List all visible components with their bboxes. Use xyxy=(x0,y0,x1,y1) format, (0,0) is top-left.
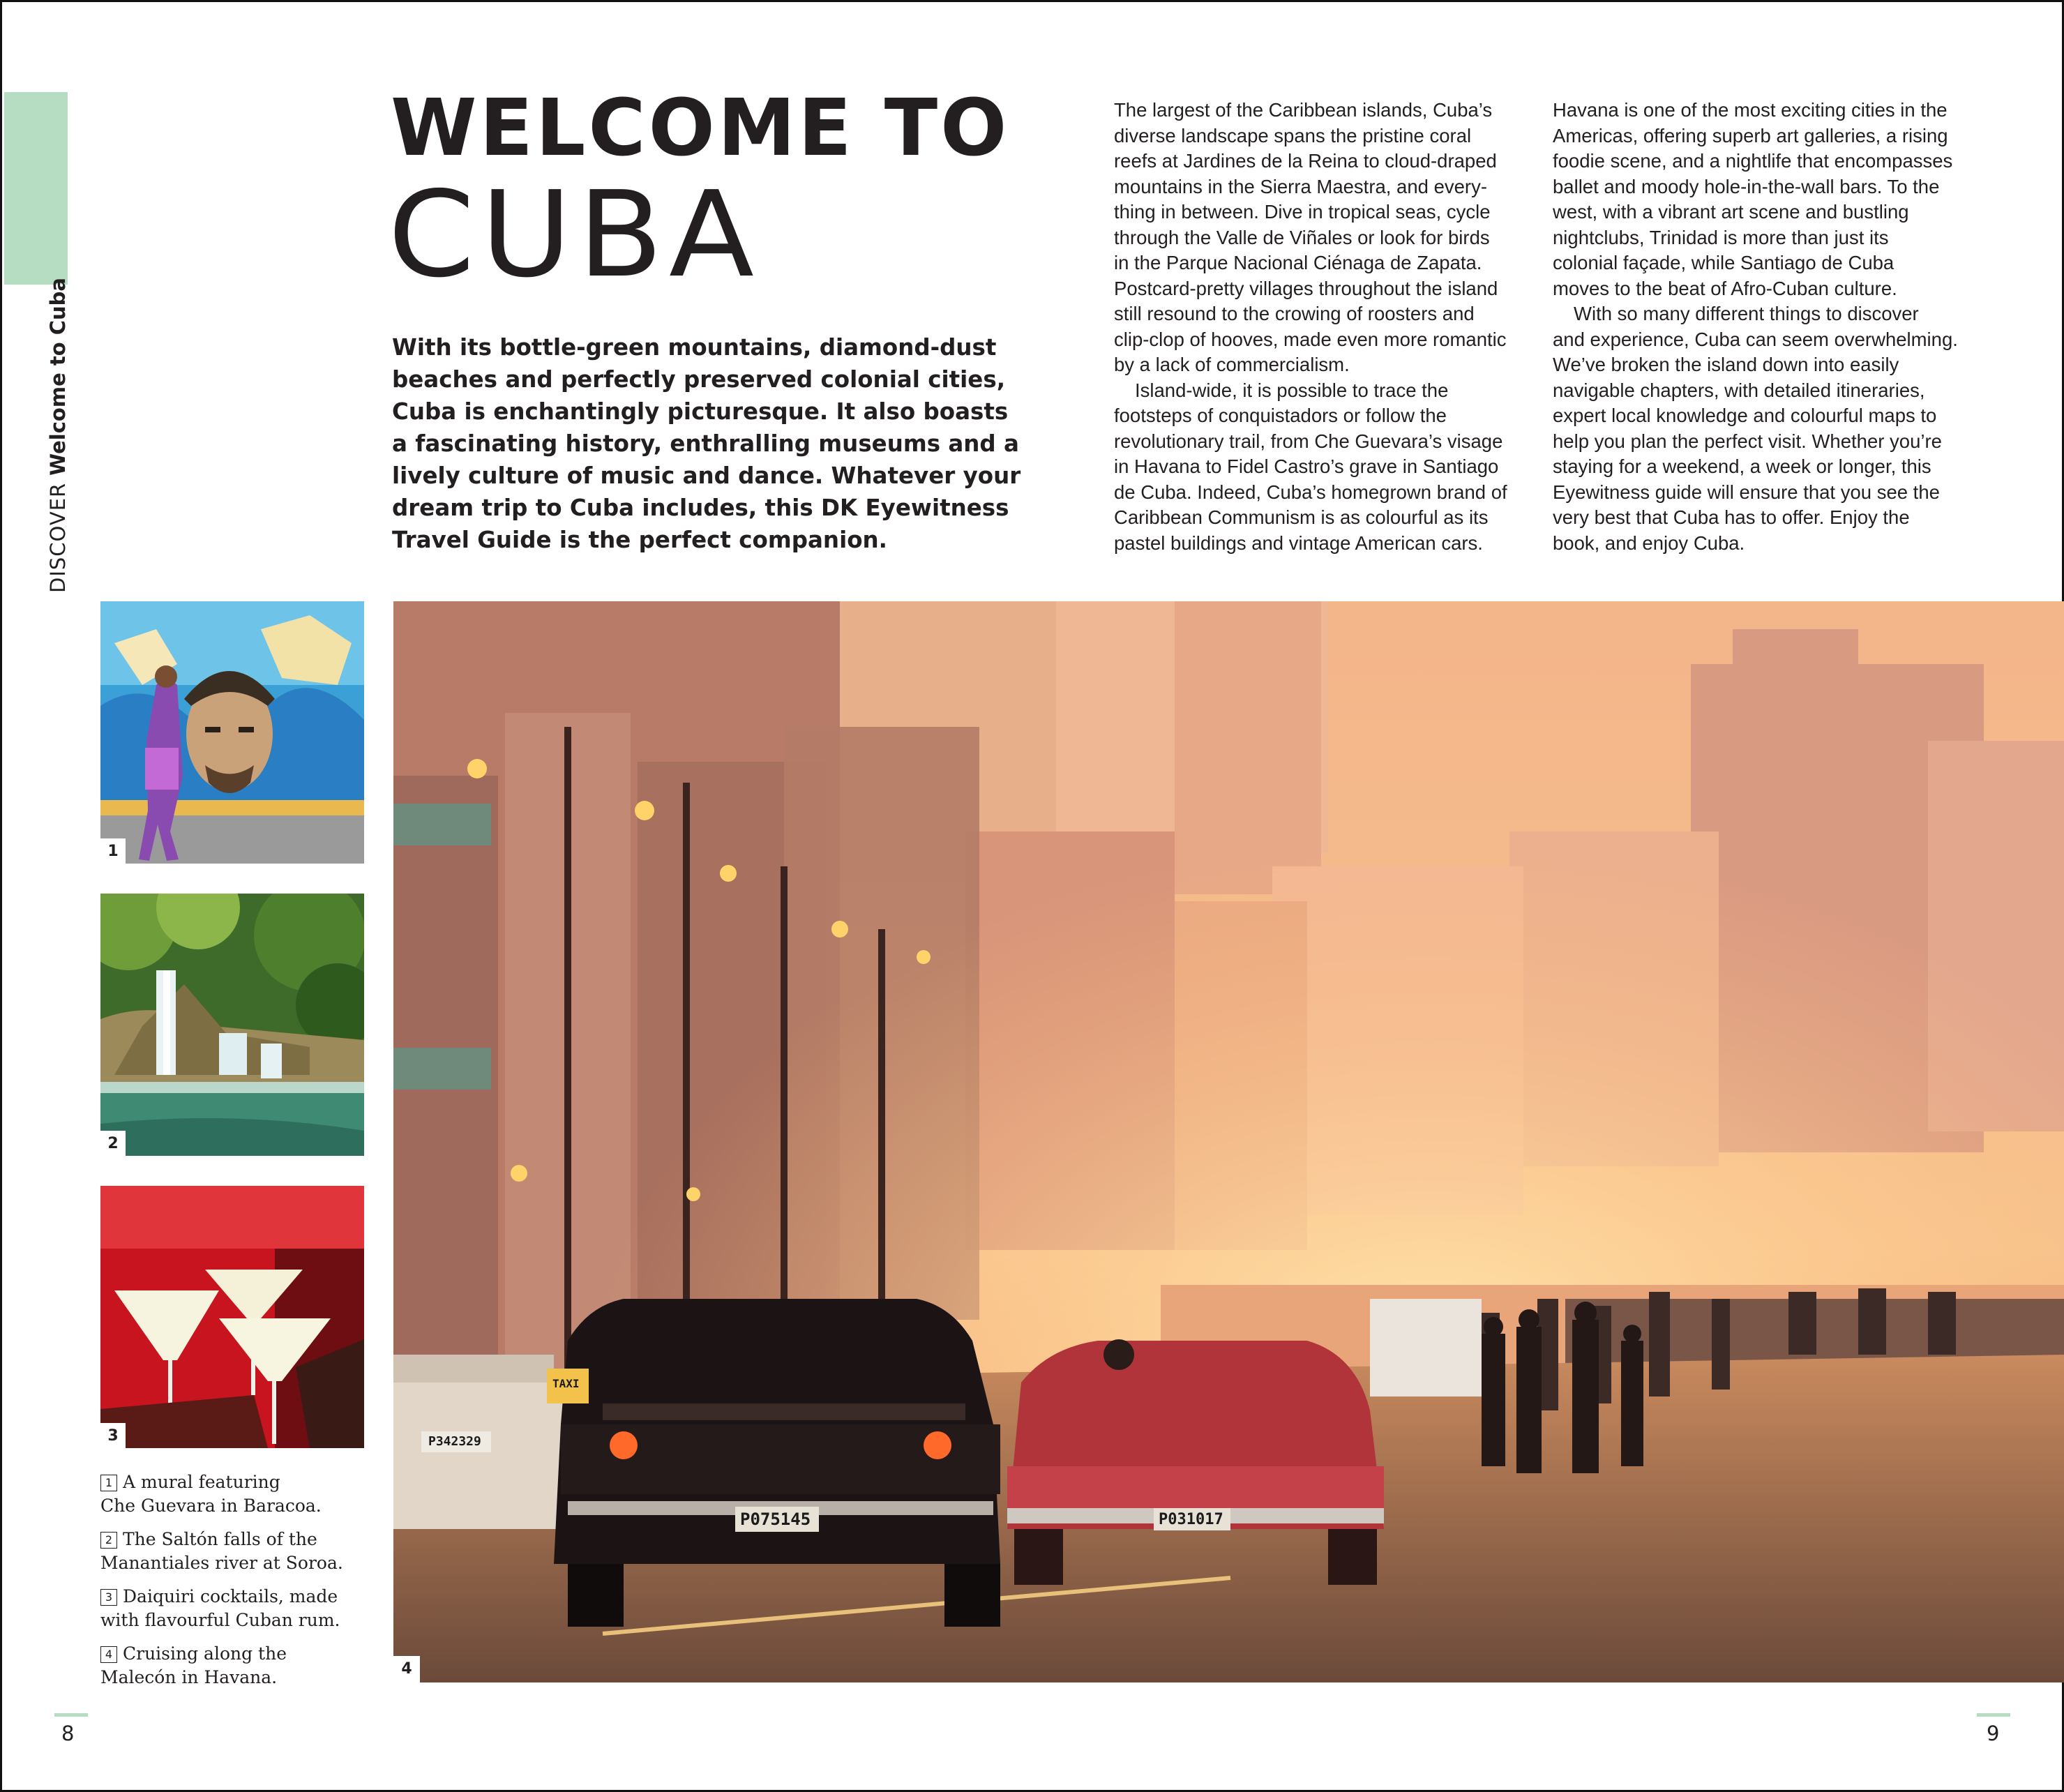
daiquiri-illustration xyxy=(100,1186,364,1448)
photo-captions xyxy=(100,1470,393,1699)
body-line: Caribbean Communism is as colourful as its xyxy=(1114,506,1489,528)
body-line: foodie scene, and a nightlife that encompasses xyxy=(1553,150,1953,172)
plate-red-car: P031017 xyxy=(1159,1511,1223,1528)
body-line: revolutionary trail, from Che Guevara’s visage xyxy=(1114,430,1503,452)
caption-text: Malecón in Havana. xyxy=(100,1667,278,1687)
body-line: With so many different things to discover xyxy=(1574,303,1919,324)
caption-number: 2 xyxy=(100,1532,117,1549)
body-line: still resound to the crowing of roosters and xyxy=(1114,303,1475,324)
body-column-1 xyxy=(1114,98,1539,556)
caption-text: Manantiales river at Soroa. xyxy=(100,1553,343,1573)
body-line: help you plan the perfect visit. Whether you’re xyxy=(1553,430,1942,452)
caption-2 xyxy=(100,1528,393,1575)
caption-text: Cruising along the xyxy=(123,1643,287,1664)
waterfall-illustration xyxy=(100,894,364,1156)
mural-illustration xyxy=(100,601,364,864)
body-line: moves to the beat of Afro-Cuban culture. xyxy=(1553,277,1897,299)
caption-text: with flavourful Cuban rum. xyxy=(100,1610,340,1630)
plate-black-car: P075145 xyxy=(740,1509,811,1529)
plate-white-car: P342329 xyxy=(428,1434,481,1449)
caption-number: 3 xyxy=(100,1589,117,1606)
page-number-right: 9 xyxy=(1987,1722,2000,1745)
body-line: staying for a weekend, a week or longer, this xyxy=(1553,455,1931,477)
body-line: Island-wide, it is possible to trace the xyxy=(1135,379,1449,401)
taxi-sign: TAXI xyxy=(552,1377,580,1390)
title-line-2 xyxy=(388,166,760,304)
chapter-tab xyxy=(4,92,68,285)
intro-line: dream trip to Cuba includes, this DK Eyewitness xyxy=(392,495,1009,521)
caption-text: A mural featuring xyxy=(123,1472,280,1492)
photo-waterfall xyxy=(100,894,364,1156)
body-line: clip-clop of hooves, made even more romantic xyxy=(1114,328,1507,350)
body-line: very best that Cuba has to offer. Enjoy the xyxy=(1553,506,1910,528)
caption-1 xyxy=(100,1470,393,1518)
body-line: footsteps of conquistadors or follow the xyxy=(1114,405,1447,426)
body-line: by a lack of commercialism. xyxy=(1114,354,1350,375)
page-number-rule-right xyxy=(1977,1713,2010,1717)
intro-line: a fascinating history, enthralling museums and a xyxy=(392,430,1019,457)
body-line: expert local knowledge and colourful maps to xyxy=(1553,405,1937,426)
license-plates xyxy=(393,601,2064,1682)
photo-number-2: 2 xyxy=(100,1131,126,1156)
photo-number-1: 1 xyxy=(100,838,126,864)
body-line: We’ve broken the island down into easily xyxy=(1553,354,1899,375)
photo-mural xyxy=(100,601,364,864)
chapter-label: Welcome to Cuba xyxy=(46,278,70,476)
title-line-1: WELCOME TO xyxy=(391,83,1010,174)
body-line: in the Parque Nacional Ciénaga de Zapata. xyxy=(1114,252,1482,273)
page-number-left: 8 xyxy=(61,1722,75,1745)
body-line: The largest of the Caribbean islands, Cuba’s xyxy=(1114,99,1493,121)
body-line: Havana is one of the most exciting cities in the xyxy=(1553,99,1948,121)
caption-number: 1 xyxy=(100,1475,117,1491)
body-line: nightclubs, Trinidad is more than just its xyxy=(1553,226,1889,248)
caption-4 xyxy=(100,1642,393,1689)
body-line: thing in between. Dive in tropical seas, cycle xyxy=(1114,201,1491,223)
body-line: book, and enjoy Cuba. xyxy=(1553,532,1745,554)
body-line: and experience, Cuba can seem overwhelming. xyxy=(1553,328,1958,350)
photo-malecon xyxy=(393,601,2064,1682)
body-line: in Havana to Fidel Castro’s grave in Santiago xyxy=(1114,455,1499,477)
photo-number-3: 3 xyxy=(100,1423,126,1448)
intro-line: With its bottle-green mountains, diamond-dust xyxy=(392,334,997,361)
body-line: ballet and moody hole-in-the-wall bars. To the xyxy=(1553,175,1940,197)
intro-line: Travel Guide is the perfect companion. xyxy=(392,527,888,553)
body-line: de Cuba. Indeed, Cuba’s homegrown brand of xyxy=(1114,481,1507,503)
photo-daiquiris xyxy=(100,1186,364,1448)
body-line: through the Valle de Viñales or look for birds xyxy=(1114,226,1490,248)
caption-text: The Saltón falls of the xyxy=(123,1529,317,1549)
body-line: Americas, offering superb art galleries, a rising xyxy=(1553,124,1948,146)
body-line: mountains in the Sierra Maestra, and every- xyxy=(1114,175,1487,197)
body-line: west, with a vibrant art scene and bustling xyxy=(1553,201,1909,223)
body-line: Postcard-pretty villages throughout the island xyxy=(1114,277,1498,299)
caption-text: Che Guevara in Baracoa. xyxy=(100,1496,322,1516)
running-header xyxy=(46,278,70,593)
caption-text: Daiquiri cocktails, made xyxy=(123,1586,338,1606)
page-number-rule-left xyxy=(54,1713,88,1717)
body-column-2 xyxy=(1553,98,1978,556)
section-label: DISCOVER xyxy=(46,482,70,593)
body-line: diverse landscape spans the pristine coral xyxy=(1114,124,1472,146)
caption-number: 4 xyxy=(100,1646,117,1663)
intro-line: Cuba is enchantingly picturesque. It also boasts xyxy=(392,398,1009,425)
intro-paragraph xyxy=(392,331,1021,556)
body-line: Eyewitness guide will ensure that you see the xyxy=(1553,481,1940,503)
title-line-2-text: CUBA xyxy=(388,166,760,304)
intro-line: lively culture of music and dance. Whatever your xyxy=(392,462,1021,489)
body-line: colonial façade, while Santiago de Cuba xyxy=(1553,252,1894,273)
body-line: reefs at Jardines de la Reina to cloud-draped xyxy=(1114,150,1497,172)
photo-number-4: 4 xyxy=(393,1656,420,1682)
intro-line: beaches and perfectly preserved colonial cities, xyxy=(392,366,1006,393)
caption-3 xyxy=(100,1585,393,1632)
body-line: navigable chapters, with detailed itineraries, xyxy=(1553,379,1925,401)
body-line: pastel buildings and vintage American cars. xyxy=(1114,532,1483,554)
